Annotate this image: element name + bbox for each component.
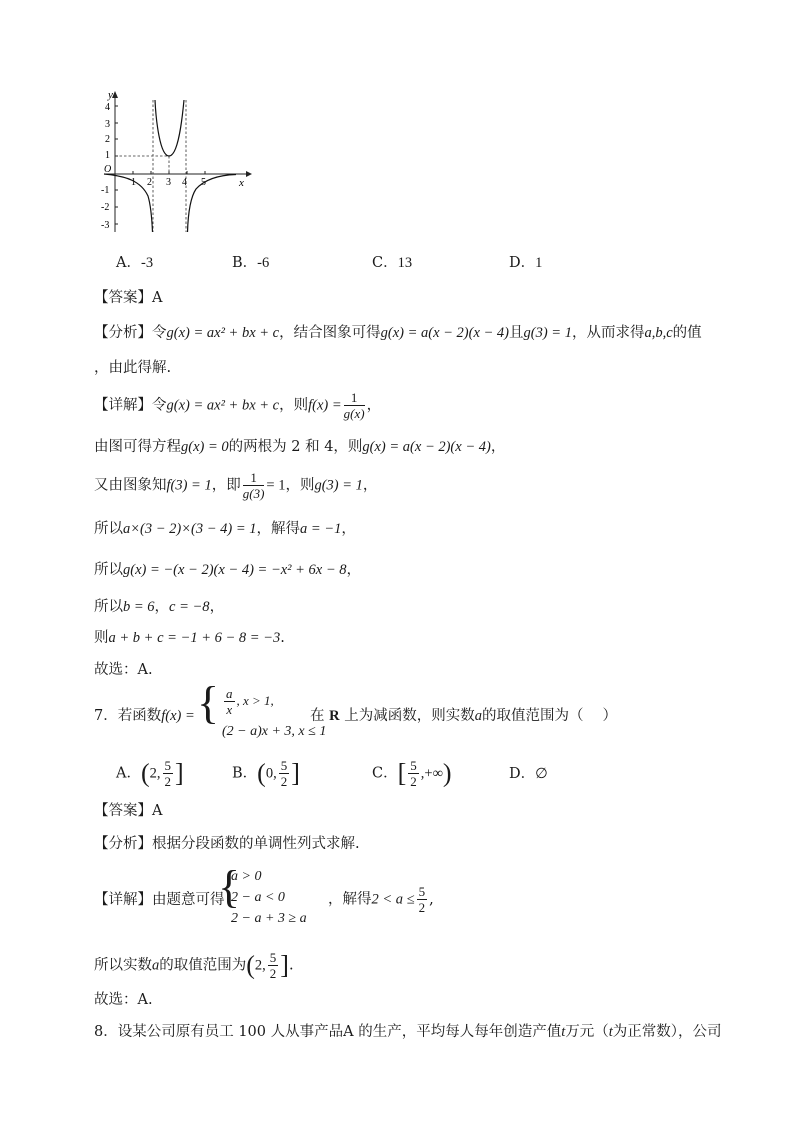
x-axis-label: x (239, 177, 244, 189)
y-axis-label: y (108, 89, 113, 101)
y-tick-label: 1 (105, 150, 110, 161)
y-tick-label: -3 (101, 220, 110, 231)
curve-left (104, 174, 153, 232)
answer-value: A (152, 290, 163, 306)
y-tick-label: -1 (101, 185, 110, 196)
q7-system (231, 866, 307, 929)
q7-detail-prefix: 【详解】由题意可得 (94, 892, 225, 908)
x-tick-label: 2 (147, 177, 152, 188)
system-row: 2 − a + 3 ≥ a (231, 911, 307, 926)
q7-stem-suffix: 在 R 上为减函数，则实数a的取值范围为（ ） (310, 708, 618, 724)
q6-option-b: B．-6 (232, 255, 270, 271)
curve-middle (155, 100, 184, 156)
q7-case1: $\frac{a}{x}$ , x > 1, (226, 686, 274, 717)
q7-analysis: 【分析】根据分段函数的单调性列式求解. (94, 836, 360, 852)
x-tick-label: 1 (131, 177, 136, 188)
q6-analysis-line1: 【分析】令g(x) = ax² + bx + c，结合图象可得g(x) = a(x − 2)(x − 4)且g(3) = 1，从而求得a,b,c的值 (94, 325, 702, 341)
q6-detail-line6: 所以b = 6，c = −8， (94, 599, 225, 615)
y-tick-label: -2 (101, 202, 110, 213)
q7-range: 所以实数a的取值范围为(2, $\frac{5}{2}$ ]. (94, 950, 294, 981)
curves (104, 100, 236, 232)
q7-option-d: D．∅ (509, 766, 548, 782)
q6-detail-line5: 所以g(x) = −(x − 2)(x − 4) = −x² + 6x − 8， (94, 562, 362, 578)
q6-detail-line3: 又由图象知f(3) = 1，即 $\frac{1}{g(3)}$ = 1，则g(3) = 1， (94, 470, 378, 501)
q7-option-a: A．(2, $\frac{5}{2}$ ] (116, 758, 184, 789)
q7-detail-result: ，解得2 < a ≤ $\frac{5}{2}$ , (328, 884, 434, 915)
answer-value: A (152, 803, 163, 819)
detail-tag: 【详解】 (94, 892, 152, 908)
q7-brace: { (197, 677, 220, 728)
q7-option-b: B．(0, $\frac{5}{2}$ ] (232, 758, 300, 789)
y-tick-label: 4 (105, 102, 110, 113)
function-graph (96, 86, 256, 236)
answer-tag: 【答案】 (94, 803, 152, 819)
detail-tag: 【详解】 (94, 397, 152, 414)
q7-answer (94, 801, 162, 821)
q6-conclusion: 故选：A. (94, 662, 153, 678)
x-axis-arrow (246, 171, 252, 177)
q7-system-brace: { (218, 861, 241, 912)
q7-conclusion: 故选：A. (94, 992, 153, 1008)
x-tick-label: 5 (201, 177, 206, 188)
q6-option-a: A．-3 (116, 255, 154, 271)
answer-tag: 【答案】 (94, 290, 152, 306)
q6-option-d: D．1 (509, 255, 543, 271)
y-tick-label: 2 (105, 134, 110, 145)
analysis-tag: 【分析】 (94, 836, 152, 852)
curve-right (188, 175, 237, 233)
origin-label: O (104, 164, 112, 175)
q6-detail-line1: 【详解】令g(x) = ax² + bx + c，则f(x) = $\frac{1}{g(x)}$ ， (94, 390, 382, 421)
q8-stem: 8．设某公司原有员工 100 人从事产品A 的生产，平均每人每年创造产值t万元（t为正常数），公司 (94, 1024, 722, 1040)
q6-detail-line7: 则a + b + c = −1 + 6 − 8 = −3. (94, 630, 285, 646)
analysis-tag: 【分析】 (94, 325, 152, 341)
system-row: a > 0 (231, 869, 262, 884)
x-tick-label: 3 (166, 177, 171, 188)
q7-case2: (2 − a)x + 3, x ≤ 1 (222, 724, 327, 739)
q6-answer (94, 288, 162, 308)
system-row: 2 − a < 0 (231, 890, 285, 905)
q7-stem-prefix: 7．若函数f(x) = (94, 708, 195, 724)
q6-analysis-line2: ，由此得解. (94, 360, 172, 376)
y-axis-arrow (112, 91, 118, 98)
fraction: $\frac{1}{g(x)}$ (343, 390, 365, 421)
q6-detail-line2: 由图可得方程g(x) = 0的两根为 2 和 4，则g(x) = a(x − 2)(x − 4)， (94, 439, 506, 455)
q6-detail-line4: 所以a×(3 − 2)×(3 − 4) = 1，解得a = −1， (94, 521, 356, 537)
x-tick-label: 4 (182, 177, 187, 188)
y-tick-label: 3 (105, 119, 110, 130)
q7-option-c: C．[ $\frac{5}{2}$ ,+∞) (372, 758, 452, 789)
q6-option-c: C．13 (372, 255, 413, 271)
fraction: $\frac{1}{g(3)}$ (242, 470, 265, 501)
